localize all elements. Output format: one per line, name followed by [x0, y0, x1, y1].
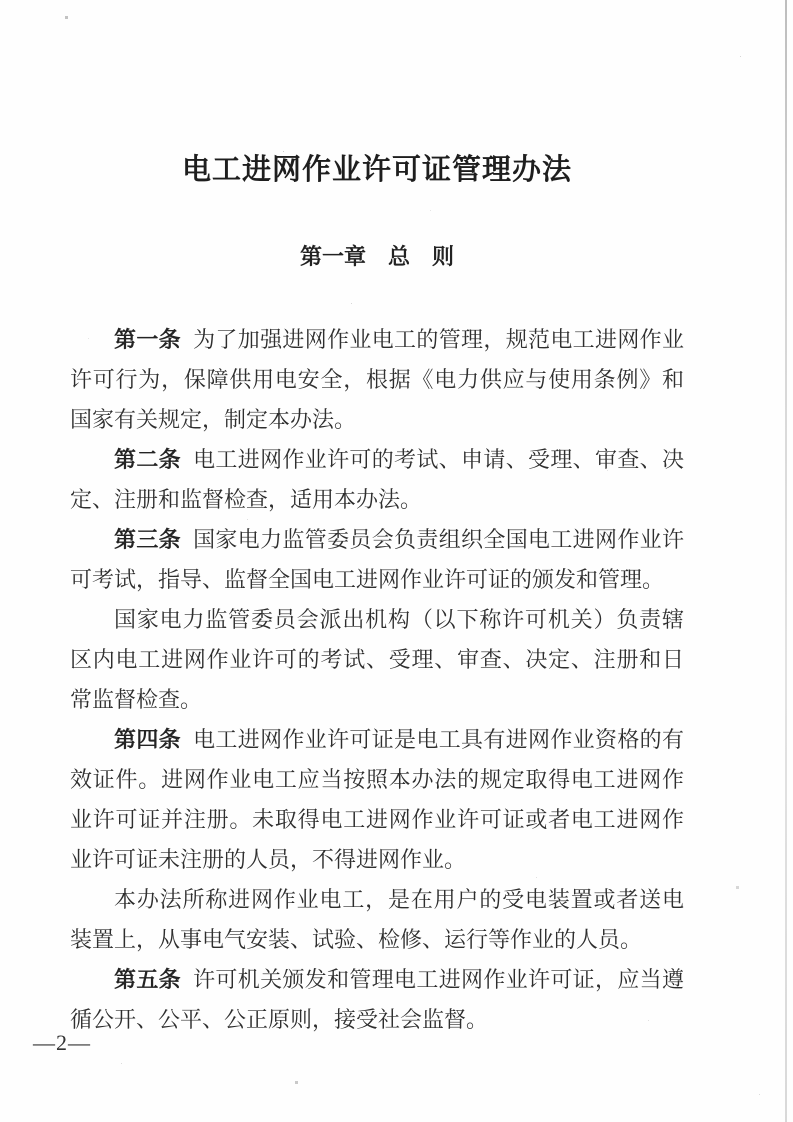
article-paragraph-2 [70, 440, 684, 520]
document-body [70, 320, 684, 1040]
scan-noise-speckles [0, 0, 1, 1]
article-paragraph-4 [70, 720, 684, 880]
document-content [70, 0, 684, 1040]
article-label: 第二条 [114, 447, 181, 472]
article-text: 国家电力监管委员会负责组织全国电工进网作业许可考试，指导、监督全国电工进网作业许可证的颁发和管理。 [70, 527, 684, 592]
article-paragraph-3-continuation [70, 600, 684, 720]
article-label: 第一条 [114, 327, 181, 352]
article-paragraph-3 [70, 520, 684, 600]
chapter-heading: 第一章 总 则 [299, 244, 454, 269]
article-paragraph-1 [70, 320, 684, 440]
article-label: 第三条 [114, 527, 181, 552]
article-paragraph-4-continuation [70, 880, 684, 960]
article-paragraph-5 [70, 960, 684, 1040]
article-text: 电工进网作业许可证是电工具有进网作业资格的有效证件。进网作业电工应当按照本办法的规定取得电工进网作业许可证并注册。未取得电工进网作业许可证或者电工进网作业许可证未注册的人员，不得进网作业。 [70, 727, 684, 872]
article-text: 许可机关颁发和管理电工进网作业许可证，应当遵循公开、公平、公正原则，接受社会监督。 [70, 967, 684, 1032]
article-label: 第四条 [114, 727, 181, 752]
scan-edge-line [785, 0, 787, 1122]
article-label: 第五条 [114, 967, 181, 992]
document-title: 电工进网作业许可证管理办法 [181, 154, 572, 186]
page-number: —2— [33, 1030, 91, 1055]
article-text: 本办法所称进网作业电工，是在用户的受电装置或者送电装置上，从事电气安装、试验、检修、运行等作业的人员。 [70, 887, 684, 952]
article-text: 电工进网作业许可的考试、申请、受理、审查、决定、注册和监督检查，适用本办法。 [70, 447, 684, 512]
article-text: 国家电力监管委员会派出机构（以下称许可机关）负责辖区内电工进网作业许可的考试、受理、审查、决定、注册和日常监督检查。 [70, 607, 684, 712]
article-text: 为了加强进网作业电工的管理，规范电工进网作业许可行为，保障供用电安全，根据《电力供应与使用条例》和国家有关规定，制定本办法。 [70, 327, 684, 432]
